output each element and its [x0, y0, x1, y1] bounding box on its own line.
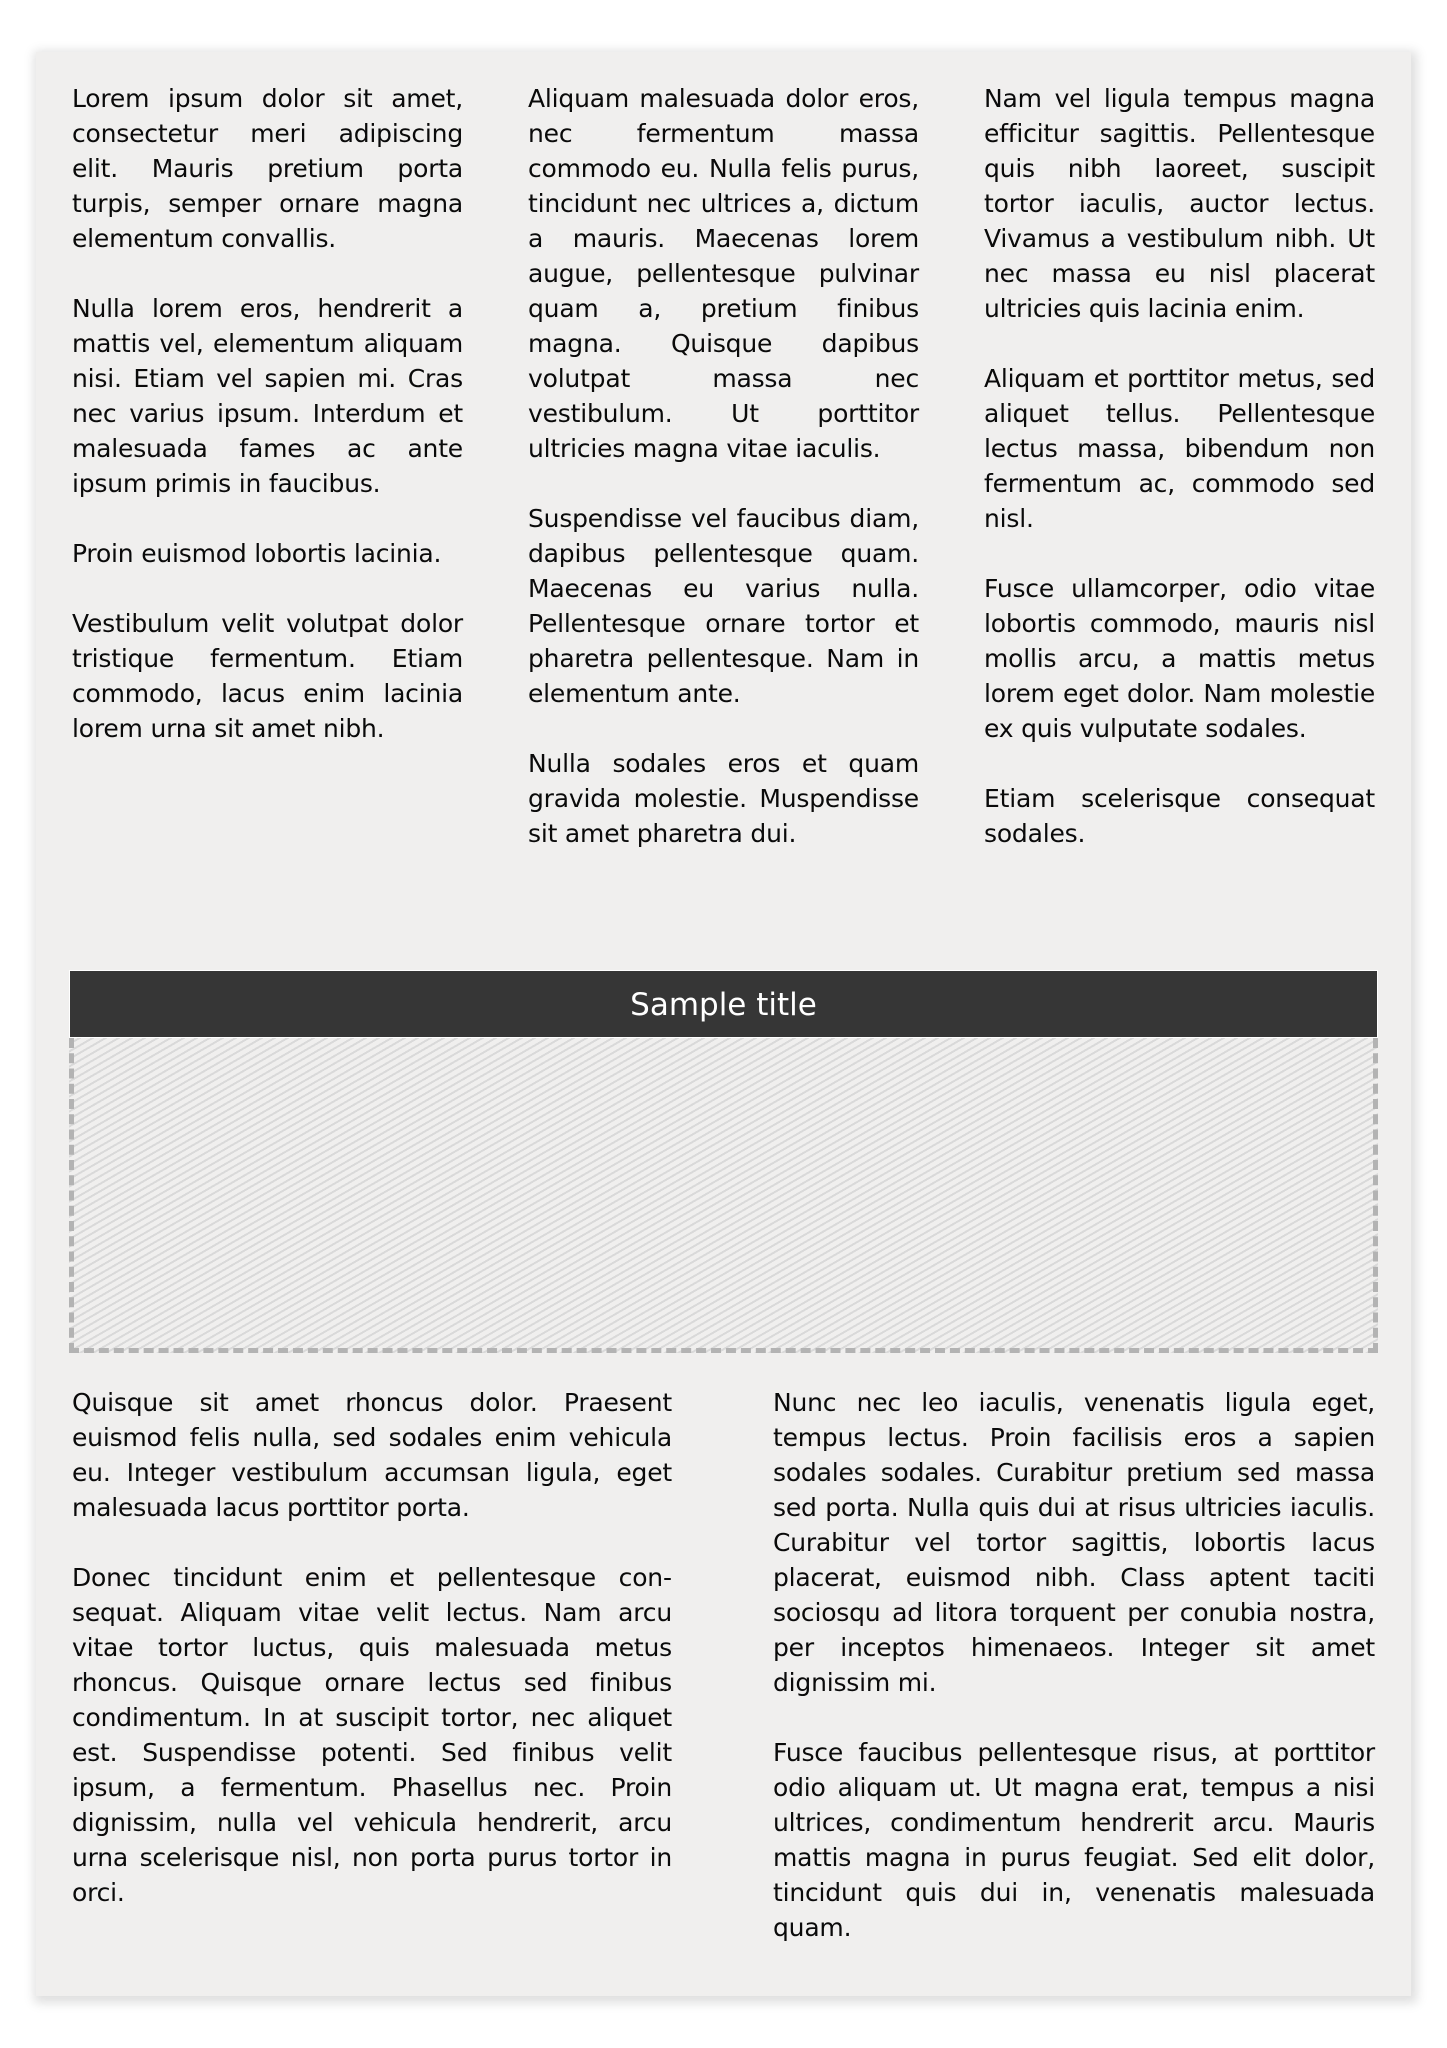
paragraph: Donec tincidunt enim et pellentesque consequat. Aliquam vitae velit lectus. Nam arcu vitae tortor luctus, quis malesuada metus rhoncus. Quisque ornare lectus sed finibus condimentum. In at suscipit tortor, nec aliquet est. Suspendisse potenti. Sed finibus velit ipsum, a fermentum. Phasellus nec. Proin dignissim, nulla vel vehicula hendrerit, arcu urna scelerisque nisl, non porta purus tortor in orci.: [72, 1563, 672, 1907]
paragraph: Aliquam malesuada dolor eros, nec fermentum massa commodo eu. Nulla felis purus, tincidunt nec ultrices a, dictum a mauris. Maecenas lorem augue, pellentesque pulvinar quam a, pretium finibus magna. Quisque dapibus volutpat massa nec vestibulum. Ut porttitor ultricies magna vitae iaculis.: [528, 84, 919, 463]
paragraph: Nunc nec leo iaculis, venenatis ligula eget, tempus lectus. Proin facilisis eros a sapien sodales sodales. Curabitur pretium sed massa sed porta. Nulla quis dui at risus ultricies iaculis. Curabitur vel tortor sagittis, lobortis lacus placerat, euismod nibh. Class aptent taciti sociosqu ad litora torquent per conubia nostra, per inceptos himenaeos. Integer sit amet dignissim mi.: [773, 1388, 1375, 1697]
paragraph: Vestibulum velit volutpat dolor tristique fermentum. Etiam commodo, lacus enim lacinia lorem urna sit amet nibh.: [72, 609, 463, 743]
figure: [69, 970, 1378, 1353]
top-column-1: [72, 81, 463, 746]
image-placeholder: [69, 1038, 1378, 1353]
document-page: [36, 52, 1411, 1996]
paragraph: Etiam scelerisque consequat sodales.: [984, 784, 1375, 848]
bottom-column-1: [72, 1385, 672, 1910]
paragraph: Nulla sodales eros et quam gravida molestie. Muspendisse sit amet pharetra dui.: [528, 749, 919, 848]
paragraph: Fusce faucibus pellentesque risus, at porttitor odio aliquam ut. Ut magna erat, tempus a nisi ultrices, condimentum hendrerit arcu. Mauris mattis magna in purus feugiat. Sed elit dolor, tincidunt quis dui in, venenatis malesuada quam.: [773, 1738, 1375, 1942]
figure-title: Sample title: [69, 970, 1378, 1038]
paragraph: Suspendisse vel faucibus diam, dapibus pellentesque quam. Maecenas eu varius nulla. Pellentesque ornare tortor et pharetra pellentesque. Nam in elementum ante.: [528, 504, 919, 708]
paragraph: Nam vel ligula tempus magna efficitur sagittis. Pellentesque quis nibh laoreet, suscipit tortor iaculis, auctor lectus. Vivamus a vestibulum nibh. Ut nec massa eu nisl placerat ultricies quis lacinia enim.: [984, 84, 1375, 323]
paragraph: Aliquam et porttitor metus, sed aliquet tellus. Pellentesque lectus massa, bibendum non fermentum ac, commodo sed nisl.: [984, 364, 1375, 533]
paragraph: Fusce ullamcorper, odio vitae lobortis commodo, mauris nisl mollis arcu, a mattis metus lorem eget dolor. Nam molestie ex quis vulputate sodales.: [984, 574, 1375, 743]
paragraph: Lorem ipsum dolor sit amet, consectetur meri adipiscing elit. Mauris pretium porta turpis, semper ornare magna elementum convallis.: [72, 84, 463, 253]
top-column-3: [984, 81, 1375, 851]
paragraph: Proin euismod lobortis lacinia.: [72, 539, 442, 568]
bottom-column-2: [773, 1385, 1375, 1945]
paragraph: Nulla lorem eros, hendrerit a mattis vel, elementum aliquam nisi. Etiam vel sapien mi. Cras nec varius ipsum. Interdum et malesuada fames ac ante ipsum primis in faucibus.: [72, 294, 463, 498]
top-column-2: [528, 81, 919, 851]
paragraph: Quisque sit amet rhoncus dolor. Praesent euismod felis nulla, sed sodales enim vehicula eu. Integer vestibulum accumsan ligula, eget malesuada lacus porttitor porta.: [72, 1388, 672, 1522]
